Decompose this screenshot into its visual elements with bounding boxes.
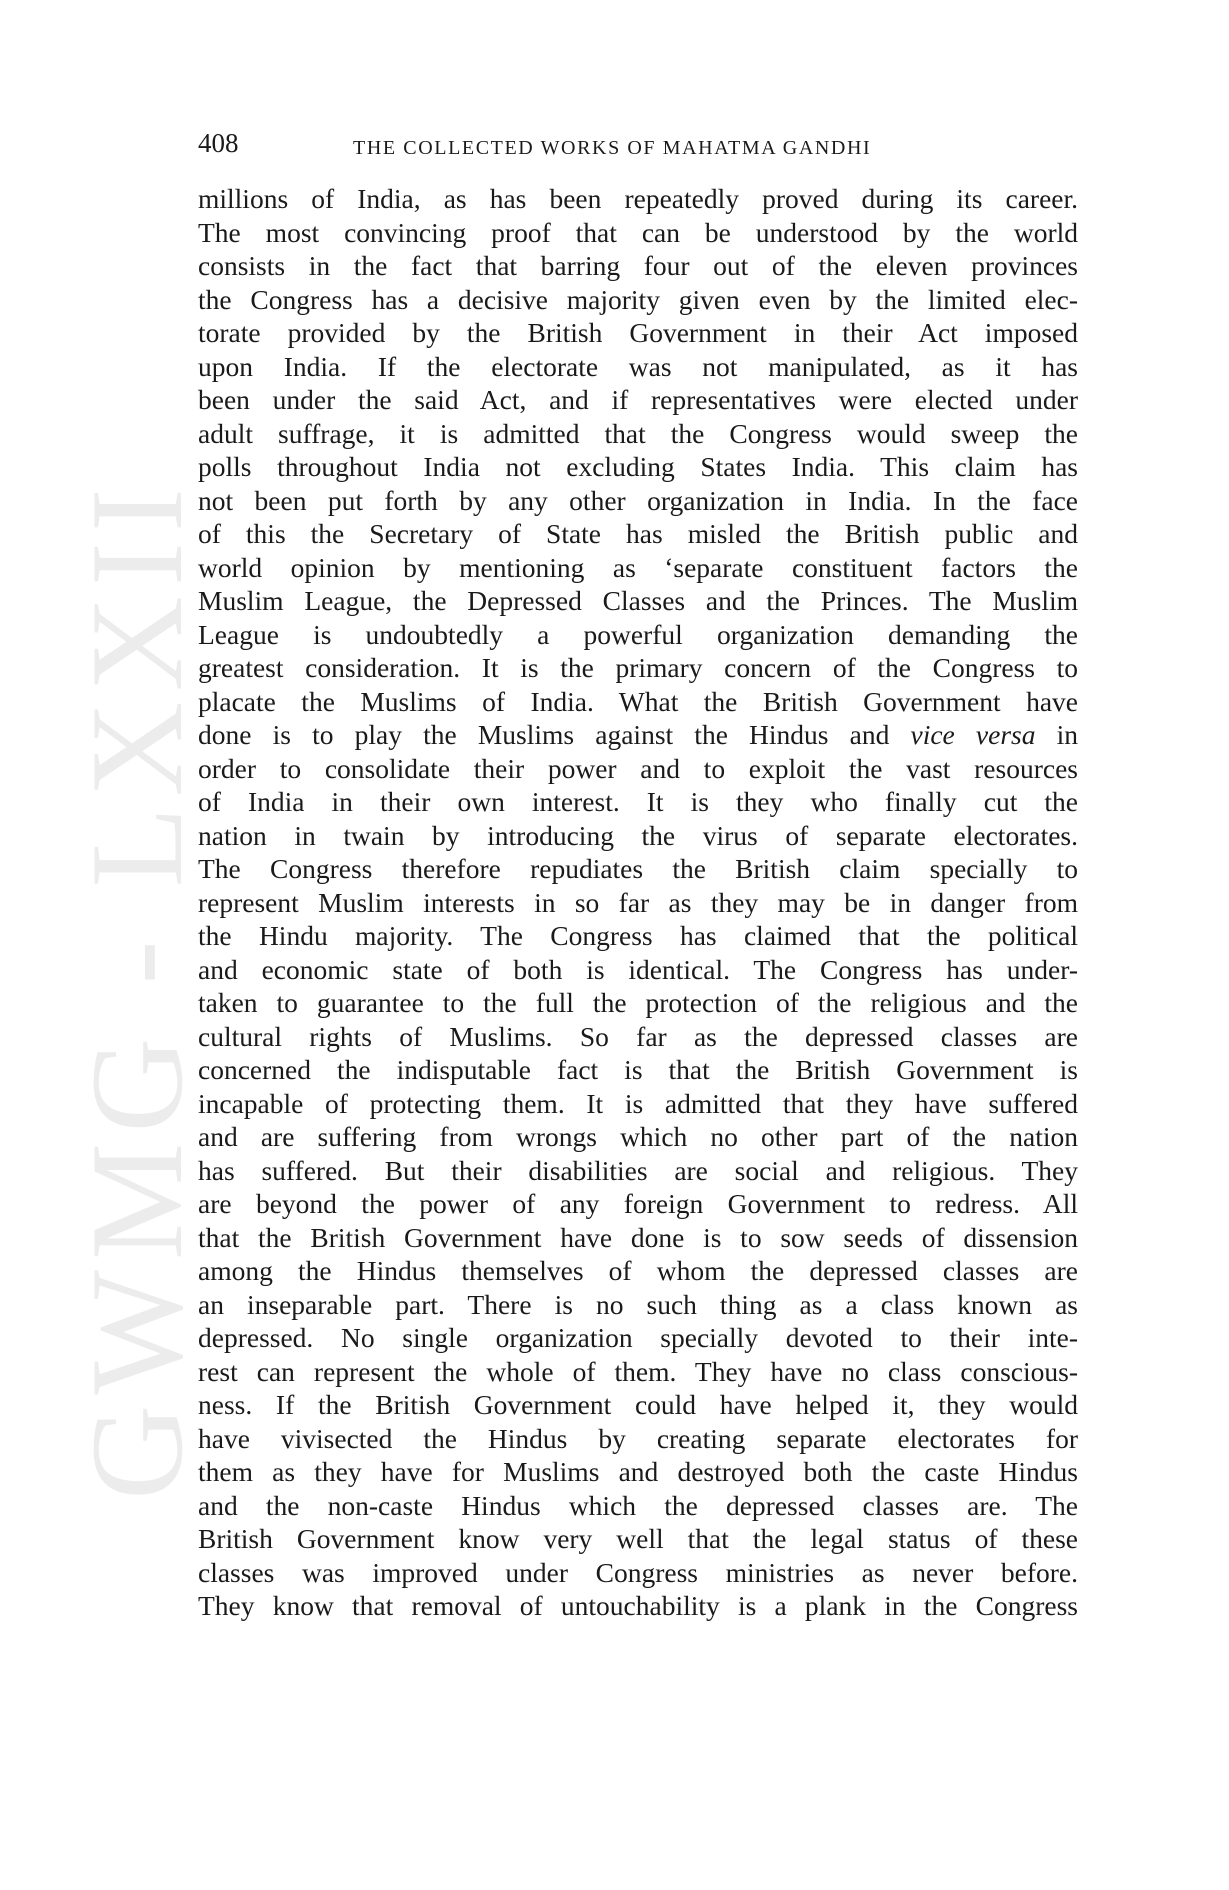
text-line: placate the Muslims of India. What the British Government have: [198, 685, 1078, 717]
text-line: an inseparable part. There is no such thing as a class known as: [198, 1288, 1078, 1320]
text-line: represent Muslim interests in so far as they may be in danger from: [198, 886, 1078, 918]
text-line: not been put forth by any other organization in India. In the face: [198, 484, 1078, 516]
text-line: [198, 718, 1078, 752]
text-line: among the Hindus themselves of whom the depressed classes are: [198, 1255, 1078, 1286]
text-line: cultural rights of Muslims. So far as the depressed classes are: [198, 1020, 1078, 1052]
text-line: upon India. If the electorate was not manipulated, as it has: [198, 350, 1078, 382]
text-line: The most convincing proof that can be understood by the world: [198, 216, 1078, 248]
text-line: classes was improved under Congress ministries as never before.: [198, 1556, 1078, 1588]
running-head: [198, 124, 1078, 164]
text-line: concerned the indisputable fact is that the British Government is: [198, 1054, 1078, 1085]
text-line: The Congress therefore repudiates the British claim specially to: [198, 853, 1078, 884]
text-segment: done is to play the Muslims against the Hindus and: [198, 719, 911, 750]
text-line: adult suffrage, it is admitted that the Congress would sweep the: [198, 417, 1078, 449]
text-line: League is undoubtedly a powerful organization demanding the: [198, 618, 1078, 650]
text-line: the Congress has a decisive majority given even by the limited elec-: [198, 283, 1078, 315]
page-number: 408: [198, 128, 239, 158]
text-line: depressed. No single organization specially devoted to their inte-: [198, 1322, 1078, 1353]
text-line: British Government know very well that the legal status of these: [198, 1523, 1078, 1554]
text-line: torate provided by the British Government in their Act imposed: [198, 317, 1078, 348]
text-line: have vivisected the Hindus by creating separate electorates for: [198, 1422, 1078, 1454]
text-line: nation in twain by introducing the virus of separate electorates.: [198, 819, 1078, 851]
text-line: rest can represent the whole of them. They have no class conscious-: [198, 1355, 1078, 1387]
text-line: the Hindu majority. The Congress has claimed that the political: [198, 920, 1078, 951]
text-line: of this the Secretary of State has misled the British public and: [198, 518, 1078, 549]
text-line: of India in their own interest. It is they who finally cut the: [198, 786, 1078, 817]
text-line: taken to guarantee to the full the protection of the religious and the: [198, 987, 1078, 1018]
text-line: has suffered. But their disabilities are social and religious. They: [198, 1154, 1078, 1186]
text-line: order to consolidate their power and to exploit the vast resources: [198, 752, 1078, 784]
text-line: Muslim League, the Depressed Classes and the Princes. The Muslim: [198, 585, 1078, 616]
text-line: are beyond the power of any foreign Government to redress. All: [198, 1188, 1078, 1219]
text-line: They know that removal of untouchability is a plank in the Congress: [198, 1590, 1078, 1621]
italic-phrase: vice versa: [910, 719, 1036, 750]
text-line: and the non-caste Hindus which the depressed classes are. The: [198, 1489, 1078, 1521]
text-segment: in: [1035, 719, 1079, 750]
text-line: been under the said Act, and if representatives were elected under: [198, 384, 1078, 415]
text-line: incapable of protecting them. It is admitted that they have suffered: [198, 1087, 1078, 1119]
text-line: world opinion by mentioning as ‘separate constituent factors the: [198, 551, 1078, 583]
text-line: that the British Government have done is to sow seeds of dissension: [198, 1221, 1078, 1253]
text-line: consists in the fact that barring four out of the eleven provinces: [198, 250, 1078, 281]
text-line: ness. If the British Government could have helped it, they would: [198, 1389, 1078, 1420]
text-line: millions of India, as has been repeatedly proved during its career.: [198, 183, 1078, 214]
text-line: polls throughout India not excluding States India. This claim has: [198, 451, 1078, 482]
running-title: THE COLLECTED WORKS OF MAHATMA GANDHI: [353, 137, 872, 159]
text-line: and economic state of both is identical. The Congress has under-: [198, 953, 1078, 985]
text-line: them as they have for Muslims and destroyed both the caste Hindus: [198, 1456, 1078, 1487]
text-line: greatest consideration. It is the primary concern of the Congress to: [198, 652, 1078, 683]
text-line: and are suffering from wrongs which no other part of the nation: [198, 1121, 1078, 1152]
body-text: [198, 182, 1078, 1623]
watermark: GWMG - LXXII: [63, 478, 210, 1500]
